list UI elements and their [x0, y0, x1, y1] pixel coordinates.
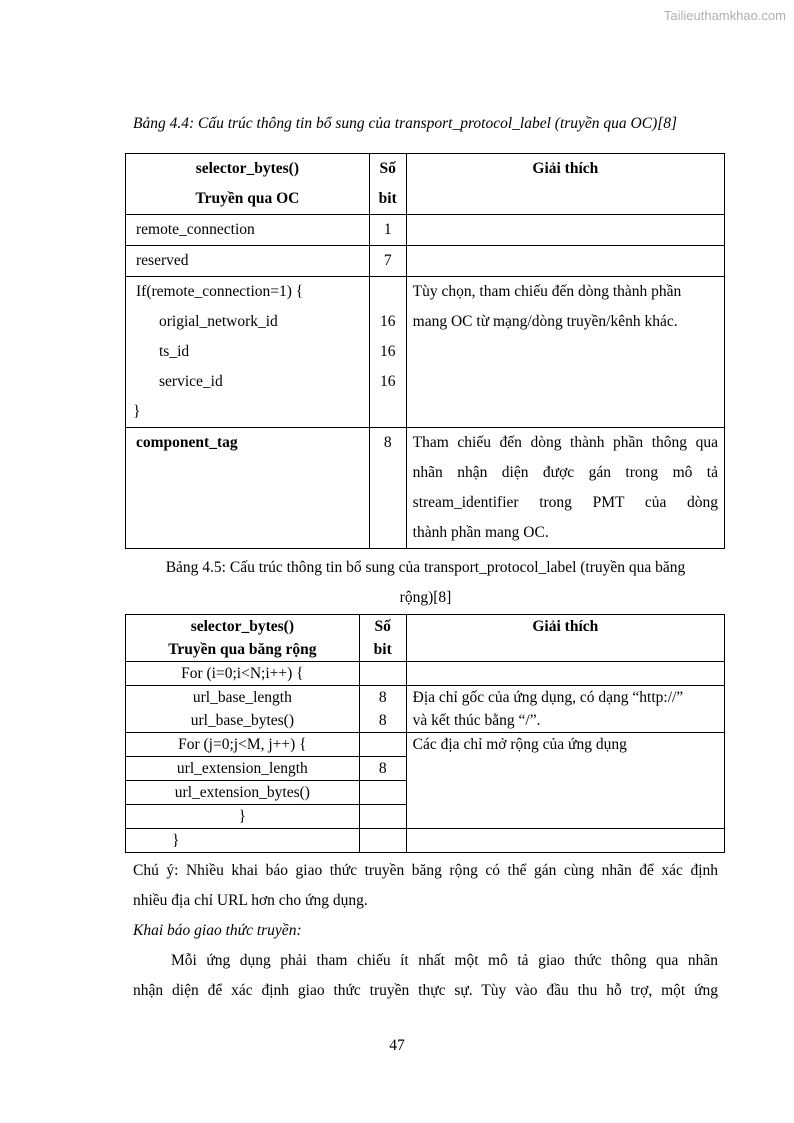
- bits-service-id: 16: [379, 373, 396, 390]
- bits-cell: [359, 805, 406, 829]
- table2-header-col2: [359, 615, 406, 662]
- watermark: Tailieuthamkhao.com: [663, 8, 786, 23]
- note-paragraph: [133, 856, 718, 916]
- desc-line: nhãn nhận diện được gán trong mô tả: [412, 464, 718, 481]
- header-col2-line2: bit: [378, 190, 397, 207]
- desc-line: Tham chiếu đến dòng thành phần thông qua: [412, 434, 718, 451]
- table1: [125, 153, 725, 549]
- bits-cell: [359, 781, 406, 805]
- header-col2-line1: Số: [374, 618, 391, 635]
- bits-cell: 7: [369, 246, 406, 277]
- desc-cell: [406, 662, 724, 686]
- field-origial-network-id: origial_network_id: [159, 313, 278, 330]
- table1-header-col1: [126, 154, 370, 215]
- desc-cell: [406, 829, 724, 853]
- header-col1-line1: selector_bytes(): [195, 160, 300, 177]
- bits-url-base-bytes: 8: [378, 712, 387, 729]
- field-cell: For (i=0;i<N;i++) {: [126, 662, 360, 686]
- table1-header-col2: [369, 154, 406, 215]
- table-row: [126, 662, 725, 686]
- desc-cell: [406, 277, 724, 428]
- bits-cell: [369, 277, 406, 428]
- table-row: [126, 733, 725, 757]
- table-row: [126, 215, 725, 246]
- table2-caption-line1: Bảng 4.5: Cấu trúc thông tin bổ sung của transport_protocol_label (truyền qua băng: [165, 559, 686, 576]
- field-service-id: service_id: [159, 373, 223, 390]
- header-col1-line1: selector_bytes(): [190, 618, 295, 635]
- section-heading: Khai báo giao thức truyền:: [133, 922, 302, 939]
- table-row: [126, 686, 725, 733]
- body-paragraph: [133, 946, 718, 1006]
- field-cell: }: [126, 805, 360, 829]
- bits-cell: [359, 686, 406, 733]
- desc-cell: [406, 428, 724, 549]
- bits-cell: [359, 733, 406, 757]
- field-ts-id: ts_id: [159, 343, 190, 360]
- field-url-base-length: url_base_length: [192, 689, 292, 706]
- bits-cell: 8: [369, 428, 406, 549]
- bits-cell: [359, 829, 406, 853]
- table1-caption: Bảng 4.4: Cấu trúc thông tin bổ sung của transport_protocol_label (truyền qua OC)[8]: [133, 115, 678, 132]
- if-open: If(remote_connection=1) {: [136, 283, 304, 300]
- desc-line: và kết thúc bằng “/”.: [412, 712, 541, 729]
- field-cell: [126, 686, 360, 733]
- desc-line: stream_identifier trong PMT của dòng: [412, 494, 718, 511]
- field-cell: remote_connection: [126, 215, 370, 246]
- table-row: [126, 428, 725, 549]
- field-cell: For (j=0;j<M, j++) {: [126, 733, 360, 757]
- desc-line: Địa chỉ gốc của ứng dụng, có dạng “http://”: [412, 689, 684, 706]
- body-line: nhận diện để xác định giao thức truyền thực sự. Tùy vào đầu thu hỗ trợ, một ứng: [133, 982, 718, 999]
- table-row: [126, 246, 725, 277]
- note-line: nhiều địa chỉ URL hơn cho ứng dụng.: [133, 892, 368, 909]
- desc-cell: [406, 246, 724, 277]
- table-row: [126, 277, 725, 428]
- bits-origial-network-id: 16: [379, 313, 396, 330]
- desc-line: thành phần mang OC.: [412, 524, 549, 541]
- table2-header-row: [126, 615, 725, 662]
- header-col2-line2: bit: [373, 641, 392, 658]
- desc-cell: [406, 686, 724, 733]
- table2-header-col1: [126, 615, 360, 662]
- field-cell: reserved: [126, 246, 370, 277]
- field-cell: [126, 277, 370, 428]
- body-line: Mỗi ứng dụng phải tham chiếu ít nhất một mô tả giao thức thông qua nhãn: [171, 952, 718, 969]
- table2: [125, 614, 725, 853]
- table2-header-col3: Giải thích: [406, 615, 724, 662]
- desc-cell: Các địa chỉ mở rộng của ứng dụng: [406, 733, 724, 829]
- field-cell: url_extension_length: [126, 757, 360, 781]
- header-col1-line2: Truyền qua OC: [195, 190, 300, 207]
- bits-cell: 8: [359, 757, 406, 781]
- field-cell: url_extension_bytes(): [126, 781, 360, 805]
- if-close: }: [133, 403, 141, 420]
- desc-line: Tùy chọn, tham chiếu đến dòng thành phần: [412, 283, 682, 300]
- header-col1-line2: Truyền qua băng rộng: [168, 641, 317, 658]
- field-cell: }: [126, 829, 360, 853]
- bits-cell: 1: [369, 215, 406, 246]
- bits-ts-id: 16: [379, 343, 396, 360]
- bits-cell: [359, 662, 406, 686]
- field-cell: component_tag: [126, 428, 370, 549]
- desc-line: mang OC từ mạng/dòng truyền/kênh khác.: [412, 313, 678, 330]
- table1-header-col3: Giải thích: [406, 154, 724, 215]
- desc-cell: [406, 215, 724, 246]
- table1-header-row: [126, 154, 725, 215]
- header-col2-line1: Số: [379, 160, 396, 177]
- table-row: [126, 829, 725, 853]
- page-number: 47: [389, 1037, 405, 1054]
- note-line: Chú ý: Nhiều khai báo giao thức truyền băng rộng có thể gán cùng nhãn để xác định: [133, 862, 718, 879]
- table2-caption-line2: rộng)[8]: [399, 589, 452, 606]
- table2-caption: [133, 553, 718, 613]
- bits-url-base-length: 8: [378, 689, 387, 706]
- field-url-base-bytes: url_base_bytes(): [190, 712, 295, 729]
